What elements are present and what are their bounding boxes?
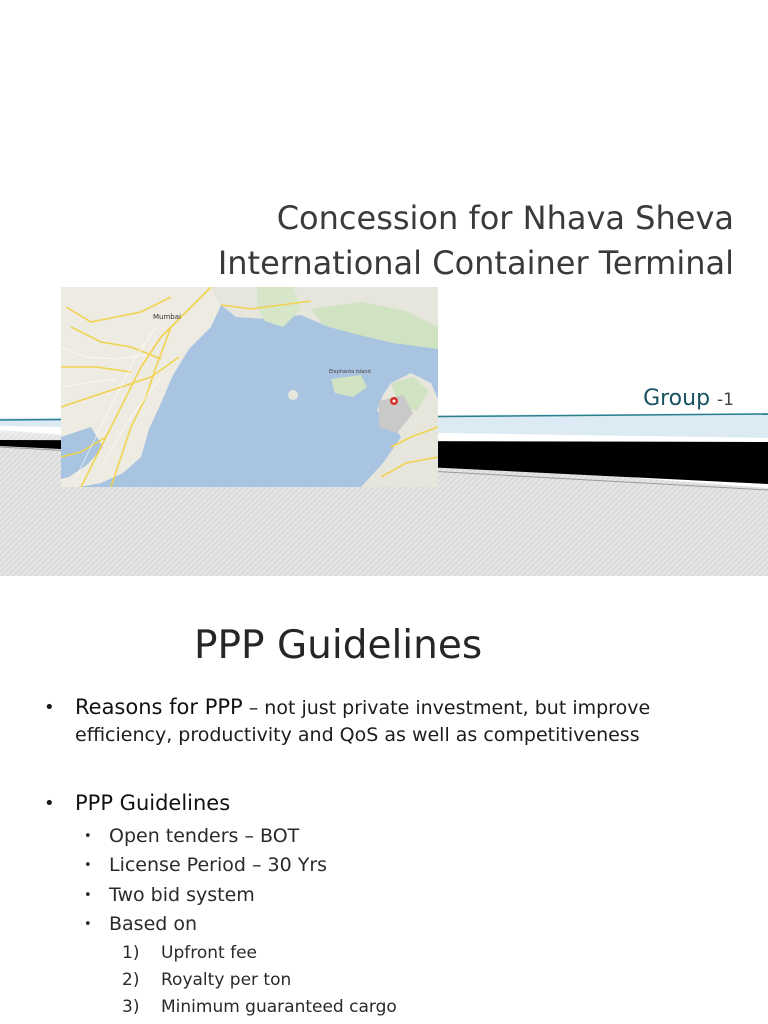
bullet-dot-icon: • — [44, 793, 55, 814]
sub-bullet-icon: • — [84, 888, 92, 903]
subtitle-group-word: Group — [643, 386, 711, 411]
map-label-island: Elephanta Island — [329, 369, 371, 375]
numbered-item-text: Royalty per ton — [161, 970, 292, 990]
sub-item-text: Two bid system — [109, 884, 255, 906]
numbered-item-text: Minimum guaranteed cargo — [161, 997, 397, 1017]
numbered-item-marker: 1) — [122, 943, 140, 963]
sub-item-text: License Period – 30 Yrs — [109, 854, 328, 876]
guidelines-slide — [0, 576, 768, 1024]
bullet-text: – not just private investment, but improve efficiency, productivity and QoS as well as competitiveness — [75, 697, 651, 746]
numbered-item-marker: 3) — [122, 997, 140, 1017]
sub-bullet-icon: • — [84, 829, 92, 844]
numbered-item-text: Upfront fee — [161, 943, 257, 963]
port-map-image — [61, 287, 438, 487]
map-label-city: Mumbai — [153, 313, 181, 321]
sub-bullet-icon: • — [84, 917, 92, 932]
slide-title-line-2: International Container Terminal — [217, 244, 734, 282]
bullet-dot-icon: • — [44, 697, 55, 718]
bullet-lead: Reasons for PPP — [75, 695, 243, 719]
bullet-lead: PPP Guidelines — [75, 791, 231, 815]
bullet-content — [75, 790, 745, 818]
subtitle-group-number: -1 — [717, 390, 734, 410]
slide-title: PPP Guidelines — [194, 623, 483, 668]
sub-item-text: Open tenders – BOT — [109, 825, 300, 847]
sub-item-text: Based on — [109, 913, 198, 935]
numbered-item-marker: 2) — [122, 970, 140, 990]
slide-subtitle — [643, 384, 734, 415]
sub-bullet-icon: • — [84, 858, 92, 873]
bullet-content — [75, 694, 745, 749]
slide-title-line-1: Concession for Nhava Sheva — [276, 199, 734, 237]
